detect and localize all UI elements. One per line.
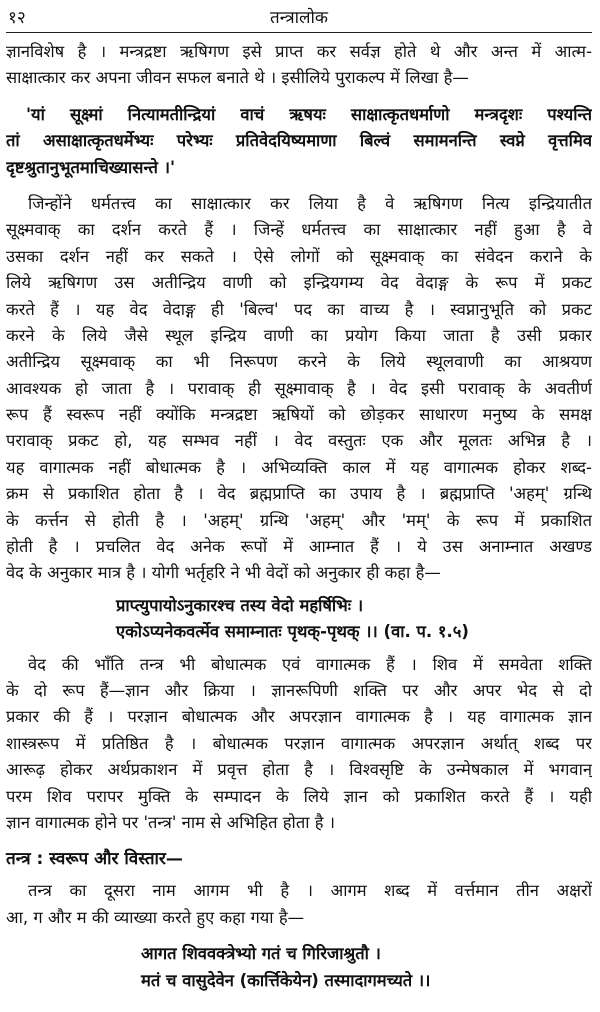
text-line: अतीन्द्रिय सूक्ष्मवाक् का भी निरूपण करने के लिये स्थूलवाणी का आश्रयण bbox=[6, 352, 592, 372]
page-header bbox=[6, 4, 592, 33]
verse-vakyapadiya bbox=[6, 593, 592, 646]
text-line: परम शिव परापर मुक्ति के सम्पादन के लिये ज्ञान को प्रकाशित करते हैं । यही bbox=[6, 786, 592, 806]
text-line: के दो रूप हैं—ज्ञान और क्रिया । ज्ञानरूपिणी शक्ति पर और अपर भेद से दो bbox=[6, 680, 592, 700]
text-line: वेद के अनुकार मात्र है । योगी भर्तृहरि ने भी वेदों को अनुकार ही कहा है— bbox=[6, 563, 441, 583]
text-line: करने के लिये जैसे स्थूल इन्द्रिय वाणी का प्रयोग किया जाता है उसी प्रकार bbox=[6, 325, 592, 345]
text-line: जिन्होंने धर्मतत्त्व का साक्षात्कार कर लिया है वे ऋषिगण नित्य इन्द्रियातीत bbox=[28, 193, 592, 213]
text-line: रूप हैं स्वरूप नहीं क्योंकि मन्त्रद्रष्टा ऋषियों को छोड़कर साधारण मनुष्य के समक्ष bbox=[6, 405, 592, 425]
text-line: सूक्ष्मवाक् का दर्शन करते हैं । जिन्हें धर्मतत्त्व का साक्षात्कार नहीं हुआ है वे bbox=[6, 220, 592, 240]
sanskrit-quote bbox=[6, 102, 592, 181]
verse-line: आगत शिववक्त्रेभ्यो गतं च गिरिजाश्रुतौ । bbox=[141, 944, 381, 964]
text-line: ज्ञान वागात्मक होने पर 'तन्त्र' नाम से अभिहित होता है । bbox=[6, 812, 336, 832]
paragraph-3 bbox=[6, 652, 592, 837]
verse-line: प्राप्त्युपायोऽनुकारश्च तस्य वेदो महर्षिभिः । bbox=[116, 595, 364, 615]
quote-line: दृष्टश्रुतानुभूतमाचिख्यासन्ते ।' bbox=[6, 157, 175, 177]
text-line: शास्त्ररूप में प्रतिष्ठित है । बोधात्मक परज्ञान वागात्मक अपरज्ञान अर्थात् शब्द पर bbox=[6, 733, 592, 753]
text-line: के कर्त्तन से होती है । 'अहम्' ग्रन्थि 'अहम्' और 'मम्' के रूप में प्रकाशित bbox=[6, 510, 592, 530]
text-line: लिये ऋषिगण उस अतीन्द्रिय वाणी को इन्द्रियगम्य वेद वेदाङ्ग के रूप में प्रकट bbox=[6, 273, 592, 293]
quote-line: तां असाक्षात्कृतधर्मेभ्यः परेभ्यः प्रतिवेदयिष्यमाणा बिल्वं समामनन्ति स्वप्ने वृत्तमिव bbox=[6, 131, 592, 151]
paragraph-1 bbox=[6, 39, 592, 92]
text-line: ज्ञानविशेष है । मन्त्रद्रष्टा ऋषिगण इसे प्राप्त कर सर्वज्ञ होते थे और अन्त में आत्म- bbox=[6, 42, 592, 61]
section-heading: तन्त्र : स्वरूप और विस्तार— bbox=[6, 849, 183, 870]
text-line: तन्त्र का दूसरा नाम आगम भी है । आगम शब्द में वर्त्तमान तीन अक्षरों bbox=[28, 881, 592, 901]
page-number: १२ bbox=[8, 8, 26, 28]
text-line: आ, ग और म की व्याख्या करते हुए कहा गया है— bbox=[6, 907, 305, 927]
text-line: होती है । प्रचलित वेद अनेक रूपों में आम्नात हैं । ये उस अनाम्नात अखण्ड bbox=[6, 537, 592, 557]
text-line: आरूढ़ होकर अर्थप्रकाशन में प्रवृत्त होता है । विश्वसृष्टि के उन्मेषकाल में भगवान् bbox=[6, 760, 592, 780]
text-line: वेद की भाँति तन्त्र भी बोधात्मक एवं वागात्मक हैं । शिव में समवेता शक्ति bbox=[28, 654, 592, 674]
paragraph-2 bbox=[6, 191, 592, 587]
text-line: उसका दर्शन नहीं कर सकते । ऐसे लोगों को सूक्ष्मवाक् का संवेदन कराने के bbox=[6, 246, 592, 266]
paragraph-4 bbox=[6, 878, 592, 931]
verse-agama bbox=[6, 941, 592, 994]
quote-line: 'यां सूक्ष्मां नित्यामतीन्द्रियां वाचं ऋषयः साक्षात्कृतधर्माणो मन्त्रदृशः पश्यन्ति bbox=[26, 104, 592, 124]
text-line: परावाक् प्रकट हो, यह सम्भव नहीं । वेद वस्तुतः एक और मूलतः अभिन्न है । bbox=[6, 431, 592, 451]
text-line: क्रम से प्रकाशित होता है । वेद ब्रह्मप्राप्ति का उपाय है । ब्रह्मप्राप्ति 'अहम्' ग्रन्थि bbox=[6, 484, 592, 504]
text-line: करते हैं । यह वेद वेदाङ्ग ही 'बिल्व' पद का वाच्य है । स्वप्नानुभूति को प्रकट bbox=[6, 299, 592, 319]
text-line: साक्षात्कार कर अपना जीवन सफल बनाते थे । इसीलिये पुराकल्प में लिखा है— bbox=[6, 68, 469, 88]
text-line: यह वागात्मक नहीं बोधात्मक है । अभिव्यक्ति काल में यह वागात्मक होकर शब्द- bbox=[6, 457, 592, 477]
running-title: तन्त्रालोक bbox=[270, 8, 328, 28]
text-line: प्रकार की हैं । परज्ञान बोधात्मक और अपरज्ञान वागात्मक है । यह वागात्मक ज्ञान bbox=[6, 707, 592, 727]
verse-line: एकोऽप्यनेकवर्त्मेव समाम्नातः पृथक्-पृथक् ।। (वा. प. १.५) bbox=[116, 622, 469, 642]
text-line: आवश्यक हो जाता है । परावाक् ही सूक्ष्मावाक् है । वेद इसी परावाक् के अवतीर्ण bbox=[6, 378, 592, 398]
verse-line: मतं च वासुदेवेन (कार्त्तिकेयेन) तस्मादागमच्यते ।। bbox=[141, 970, 431, 990]
